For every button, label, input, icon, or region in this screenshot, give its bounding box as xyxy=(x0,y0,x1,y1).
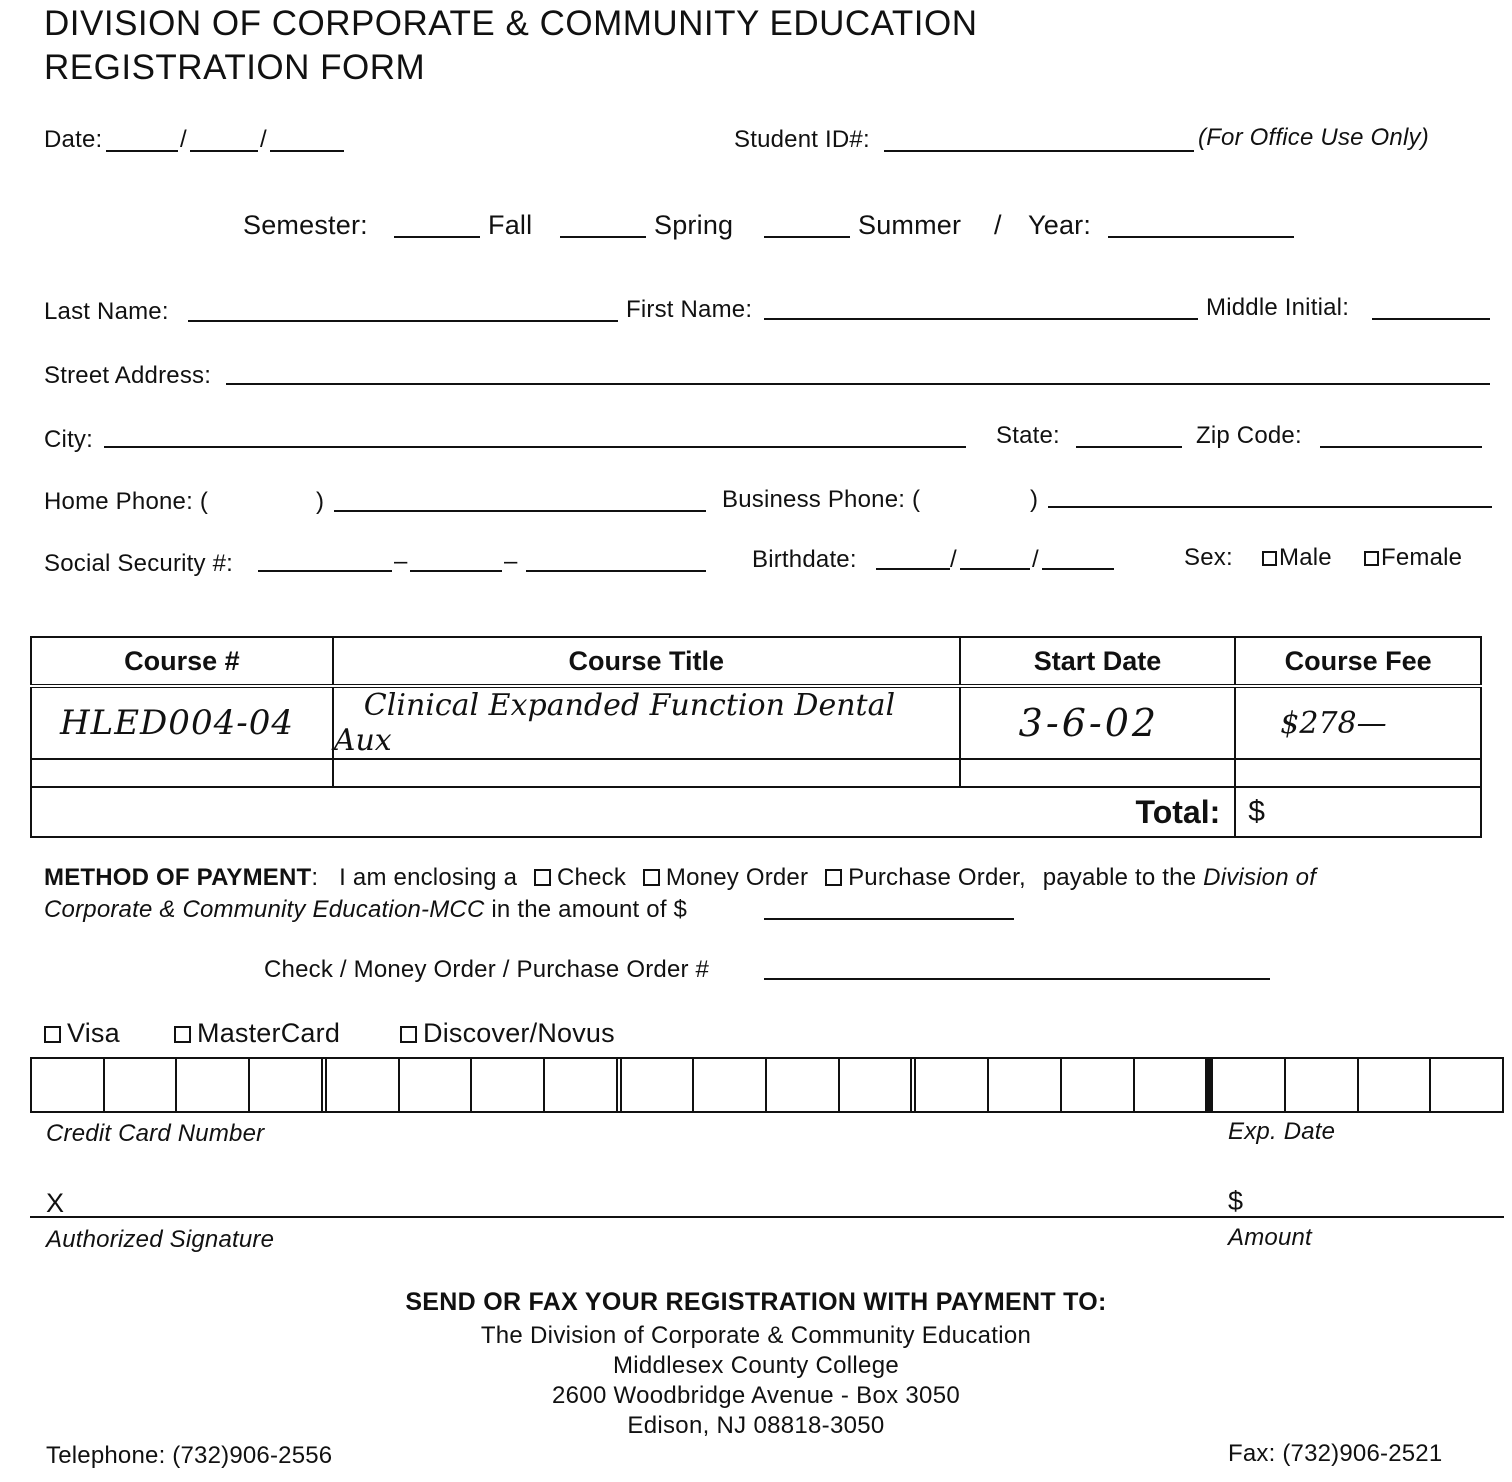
signature-label: Authorized Signature xyxy=(46,1226,275,1253)
semester-spring-field[interactable] xyxy=(560,236,646,238)
ssn-part3-field[interactable] xyxy=(526,570,706,572)
course-table xyxy=(30,636,1482,838)
mastercard-label: MasterCard xyxy=(197,1018,341,1048)
checkbox-icon[interactable] xyxy=(825,869,842,886)
home-phone-field[interactable] xyxy=(334,510,706,512)
form-title-line2: REGISTRATION FORM xyxy=(44,48,426,87)
sex-male-option[interactable] xyxy=(1262,544,1332,572)
visa-option[interactable] xyxy=(44,1018,120,1049)
sex-male-label: Male xyxy=(1279,544,1332,571)
header-course-title: Course Title xyxy=(333,637,960,686)
business-phone-field[interactable] xyxy=(1048,506,1492,508)
start-date-cell[interactable] xyxy=(960,759,1236,787)
card-digit-box[interactable] xyxy=(250,1059,327,1111)
course-title-value: Clinical Expanded Function Dental Aux xyxy=(333,688,896,758)
student-id-field[interactable] xyxy=(884,150,1194,152)
checkbox-icon[interactable] xyxy=(44,1026,61,1043)
card-digit-box[interactable] xyxy=(472,1059,545,1111)
card-digit-box[interactable] xyxy=(622,1059,695,1111)
discover-option[interactable] xyxy=(400,1018,615,1049)
checkbox-icon[interactable] xyxy=(1262,551,1277,566)
checkbox-icon[interactable] xyxy=(643,869,660,886)
middle-initial-field[interactable] xyxy=(1372,318,1490,320)
payable-text: payable to the xyxy=(1042,864,1197,891)
birthdate-year-field[interactable] xyxy=(1042,568,1114,570)
city-label: City: xyxy=(44,426,93,453)
last-name-field[interactable] xyxy=(188,320,618,322)
order-number-label: Check / Money Order / Purchase Order # xyxy=(264,956,710,983)
course-title-cell[interactable] xyxy=(333,759,960,787)
middle-initial-label: Middle Initial: xyxy=(1206,294,1350,321)
discover-label: Discover/Novus xyxy=(423,1018,615,1048)
money-order-option[interactable] xyxy=(643,864,808,891)
home-phone-label: Home Phone: ( xyxy=(44,488,209,515)
payment-amount-field[interactable] xyxy=(764,918,1014,920)
semester-fall-field[interactable] xyxy=(394,236,480,238)
telephone: Telephone: (732)906-2556 xyxy=(46,1442,333,1469)
table-row xyxy=(31,686,1481,759)
payment-method-line2 xyxy=(44,896,687,924)
card-digit-box[interactable] xyxy=(694,1059,767,1111)
card-digit-box[interactable] xyxy=(1135,1059,1214,1111)
enclosing-text: I am enclosing a xyxy=(339,864,518,891)
semester-spring-label: Spring xyxy=(654,210,734,240)
birthdate-label: Birthdate: xyxy=(752,546,857,573)
sex-female-option[interactable] xyxy=(1364,544,1462,572)
signature-x: X xyxy=(46,1188,65,1218)
card-digit-box[interactable] xyxy=(32,1059,105,1111)
total-row xyxy=(31,787,1481,837)
division-text-line2: Corporate & Community Education-MCC xyxy=(44,896,485,923)
mastercard-option[interactable] xyxy=(174,1018,340,1049)
table-row xyxy=(31,759,1481,787)
course-fee-cell[interactable] xyxy=(1235,759,1481,787)
exp-date-box[interactable] xyxy=(1431,1059,1502,1111)
total-label-cell xyxy=(31,787,1235,837)
checkbox-icon[interactable] xyxy=(400,1026,417,1043)
purchase-order-label: Purchase Order, xyxy=(848,864,1026,891)
office-use-note: (For Office Use Only) xyxy=(1198,124,1429,151)
exp-date-box[interactable] xyxy=(1359,1059,1432,1111)
course-fee-value: $278— xyxy=(1280,705,1387,741)
semester-fall-label: Fall xyxy=(488,210,533,240)
check-label: Check xyxy=(557,864,627,891)
ssn-part2-field[interactable] xyxy=(410,570,502,572)
city-field[interactable] xyxy=(104,446,966,448)
card-digit-box[interactable] xyxy=(177,1059,250,1111)
semester-summer-label: Summer xyxy=(858,210,962,240)
header-course-fee: Course Fee xyxy=(1235,637,1481,686)
birthdate-month-field[interactable] xyxy=(876,568,950,570)
date-day-field[interactable] xyxy=(190,150,258,152)
date-separator: / xyxy=(180,126,187,153)
start-date-cell[interactable] xyxy=(960,686,1236,759)
purchase-order-option[interactable] xyxy=(825,864,1026,891)
ssn-label: Social Security #: xyxy=(44,550,234,577)
ssn-dash: – xyxy=(504,548,518,575)
check-option[interactable] xyxy=(534,864,626,891)
zip-code-field[interactable] xyxy=(1320,446,1482,448)
semester-year-slash: / xyxy=(994,210,1002,240)
visa-label: Visa xyxy=(67,1018,120,1048)
amount-text: in the amount of $ xyxy=(491,896,688,923)
street-address-label: Street Address: xyxy=(44,362,212,389)
address-line3: 2600 Woodbridge Avenue - Box 3050 xyxy=(552,1382,960,1409)
credit-card-number-boxes xyxy=(30,1057,1504,1113)
birthdate-separator: / xyxy=(950,546,957,573)
header-course-no: Course # xyxy=(31,637,333,686)
course-no-value: HLED004-04 xyxy=(60,703,294,743)
first-name-field[interactable] xyxy=(764,318,1198,320)
course-fee-cell[interactable] xyxy=(1235,686,1481,759)
ssn-dash: – xyxy=(394,548,408,575)
birthdate-day-field[interactable] xyxy=(960,568,1030,570)
total-label: Total: xyxy=(1135,793,1221,830)
send-heading: SEND OR FAX YOUR REGISTRATION WITH PAYMENT TO: xyxy=(405,1288,1107,1316)
amount-dollar: $ xyxy=(1228,1186,1244,1216)
year-label: Year: xyxy=(1028,210,1092,240)
card-digit-box[interactable] xyxy=(989,1059,1062,1111)
birthdate-separator: / xyxy=(1032,546,1039,573)
signature-line[interactable] xyxy=(30,1216,1504,1218)
payment-method-colon: : xyxy=(311,864,319,891)
semester-summer-field[interactable] xyxy=(764,236,850,238)
sex-female-label: Female xyxy=(1381,544,1463,571)
date-month-field[interactable] xyxy=(106,150,178,152)
card-digit-box[interactable] xyxy=(545,1059,622,1111)
address-line1: The Division of Corporate & Community Education xyxy=(480,1322,1032,1349)
course-no-cell[interactable] xyxy=(31,759,333,787)
payment-method-label: METHOD OF PAYMENT xyxy=(44,864,312,891)
first-name-label: First Name: xyxy=(626,296,753,323)
home-phone-paren: ) xyxy=(316,488,325,515)
order-number-field[interactable] xyxy=(764,978,1270,980)
year-field[interactable] xyxy=(1108,236,1294,238)
course-table-header xyxy=(31,637,1481,686)
exp-date-box[interactable] xyxy=(1286,1059,1359,1111)
student-id-label: Student ID#: xyxy=(734,126,870,153)
date-year-field[interactable] xyxy=(270,150,344,152)
state-field[interactable] xyxy=(1076,446,1182,448)
zip-code-label: Zip Code: xyxy=(1196,422,1302,449)
street-address-field[interactable] xyxy=(226,383,1490,385)
course-title-cell[interactable] xyxy=(333,686,960,759)
checkbox-icon[interactable] xyxy=(1364,551,1379,566)
header-start-date: Start Date xyxy=(960,637,1236,686)
total-currency: $ xyxy=(1248,795,1266,828)
business-phone-paren: ) xyxy=(1030,486,1039,513)
course-no-cell[interactable] xyxy=(31,686,333,759)
division-text-line1: Division of xyxy=(1203,864,1317,891)
credit-card-number-label: Credit Card Number xyxy=(46,1120,265,1147)
fax: Fax: (732)906-2521 xyxy=(1228,1440,1443,1467)
exp-date-label: Exp. Date xyxy=(1228,1118,1336,1145)
address-line4: Edison, NJ 08818-3050 xyxy=(627,1412,885,1439)
form-title-line1: DIVISION OF CORPORATE & COMMUNITY EDUCATION xyxy=(44,4,978,43)
date-label: Date: xyxy=(44,126,103,153)
address-line2: Middlesex County College xyxy=(612,1352,899,1379)
card-digit-box[interactable] xyxy=(1062,1059,1135,1111)
exp-date-box[interactable] xyxy=(1213,1059,1286,1111)
checkbox-icon[interactable] xyxy=(174,1026,191,1043)
ssn-part1-field[interactable] xyxy=(258,570,392,572)
card-digit-box[interactable] xyxy=(840,1059,917,1111)
semester-label: Semester: xyxy=(243,210,368,240)
date-separator: / xyxy=(260,126,267,153)
business-phone-label: Business Phone: ( xyxy=(722,486,921,513)
payment-method-line1 xyxy=(44,864,1316,892)
start-date-value: 3-6-02 xyxy=(1018,701,1160,745)
card-digit-box[interactable] xyxy=(400,1059,473,1111)
amount-label: Amount xyxy=(1228,1224,1312,1251)
total-amount-cell[interactable] xyxy=(1235,787,1481,837)
card-digit-box[interactable] xyxy=(767,1059,840,1111)
money-order-label: Money Order xyxy=(665,864,809,891)
last-name-label: Last Name: xyxy=(44,298,169,325)
card-digit-box[interactable] xyxy=(105,1059,178,1111)
sex-label: Sex: xyxy=(1184,544,1233,571)
state-label: State: xyxy=(996,422,1060,449)
card-digit-box[interactable] xyxy=(327,1059,400,1111)
checkbox-icon[interactable] xyxy=(534,869,551,886)
card-digit-box[interactable] xyxy=(916,1059,989,1111)
